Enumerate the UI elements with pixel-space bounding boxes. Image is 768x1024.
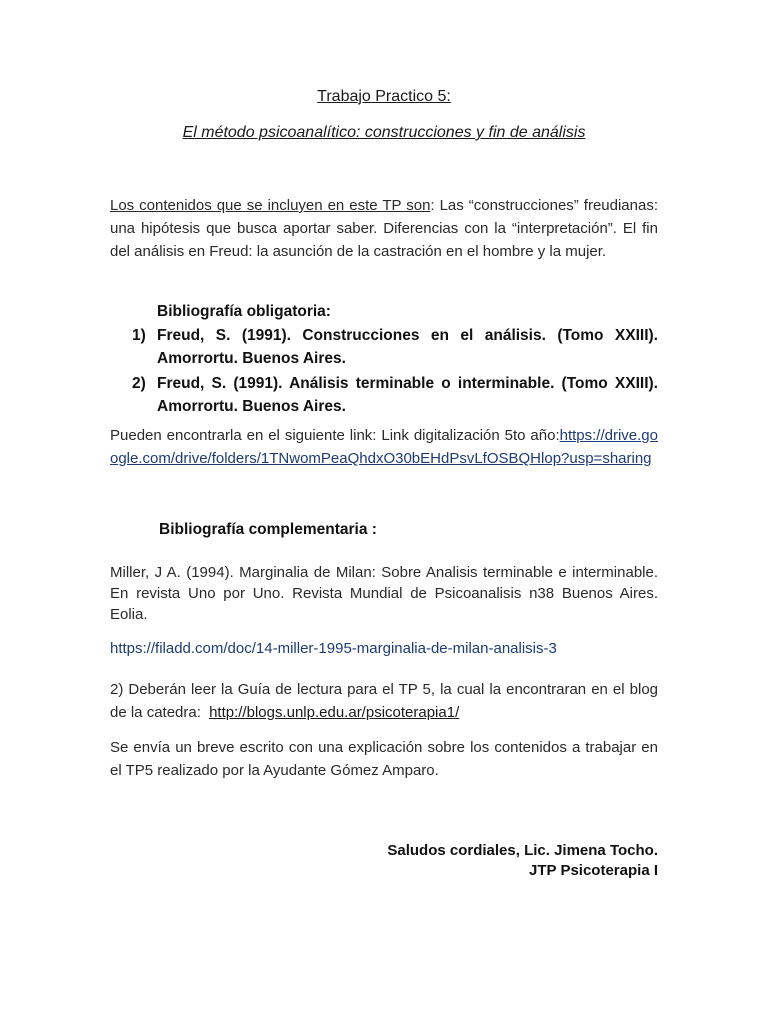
complementaria-citation: Miller, J A. (1994). Marginalia de Milan: Sobre Analisis terminable e interminable. En revista Uno por Uno. Revista Mundial de Psicoanalisis n38 Buenos Aires. Eolia.	[110, 564, 658, 623]
drive-link[interactable]: https://drive.google.com/drive/folders/1TNwomPeaQhdxO30bEHdPsvLfOSBQHlop?usp=sharing	[110, 427, 658, 467]
bibliografia-obligatoria-heading: Bibliografía obligatoria:	[157, 303, 331, 320]
intro-rest: : Las “construcciones” freudianas: una hipótesis que busca aportar saber. Diferencias con la “interpretación”. El fin del análisis en Freud: la asunción de la castración en el hombre y la mujer.	[110, 197, 658, 260]
guia-text: 2) Deberán leer la Guía de lectura para el TP 5, la cual la encontraran en el blog de la catedra:	[110, 681, 658, 721]
list-item-number: 1)	[132, 327, 146, 344]
bibliografia-obligatoria-list	[110, 324, 658, 420]
blog-link[interactable]: http://blogs.unlp.edu.ar/psicoterapia1/	[209, 704, 460, 721]
filadd-link[interactable]: https://filadd.com/doc/14-miller-1995-marginalia-de-milan-analisis-3	[110, 640, 557, 657]
page-title: Trabajo Practico 5:	[317, 88, 451, 105]
list-item-number: 2)	[132, 375, 146, 392]
intro-lead: Los contenidos que se incluyen en este TP son	[110, 197, 431, 214]
list-item-text: Freud, S. (1991). Construcciones en el análisis. (Tomo XXIII). Amorrortu. Buenos Aires.	[157, 327, 658, 367]
list-item	[110, 324, 658, 370]
drive-text: Pueden encontrarla en el siguiente link: Link digitalización 5to año:	[110, 427, 560, 444]
intro-paragraph	[110, 194, 658, 263]
bibliografia-complementaria-heading: Bibliografía complementaria :	[159, 521, 377, 538]
signature-line-1: Saludos cordiales, Lic. Jimena Tocho.	[387, 842, 658, 859]
signature-line-2: JTP Psicoterapia I	[529, 862, 658, 879]
page-subtitle: El método psicoanalítico: construcciones y fin de análisis	[182, 124, 586, 141]
list-item	[110, 372, 658, 418]
drive-paragraph	[110, 424, 658, 470]
guia-paragraph	[110, 678, 658, 724]
escrito-paragraph: Se envía un breve escrito con una explicación sobre los contenidos a trabajar en el TP5 realizado por la Ayudante Gómez Amparo.	[110, 739, 658, 779]
list-item-text: Freud, S. (1991). Análisis terminable o interminable. (Tomo XXIII). Amorrortu. Buenos Aires.	[157, 375, 658, 415]
